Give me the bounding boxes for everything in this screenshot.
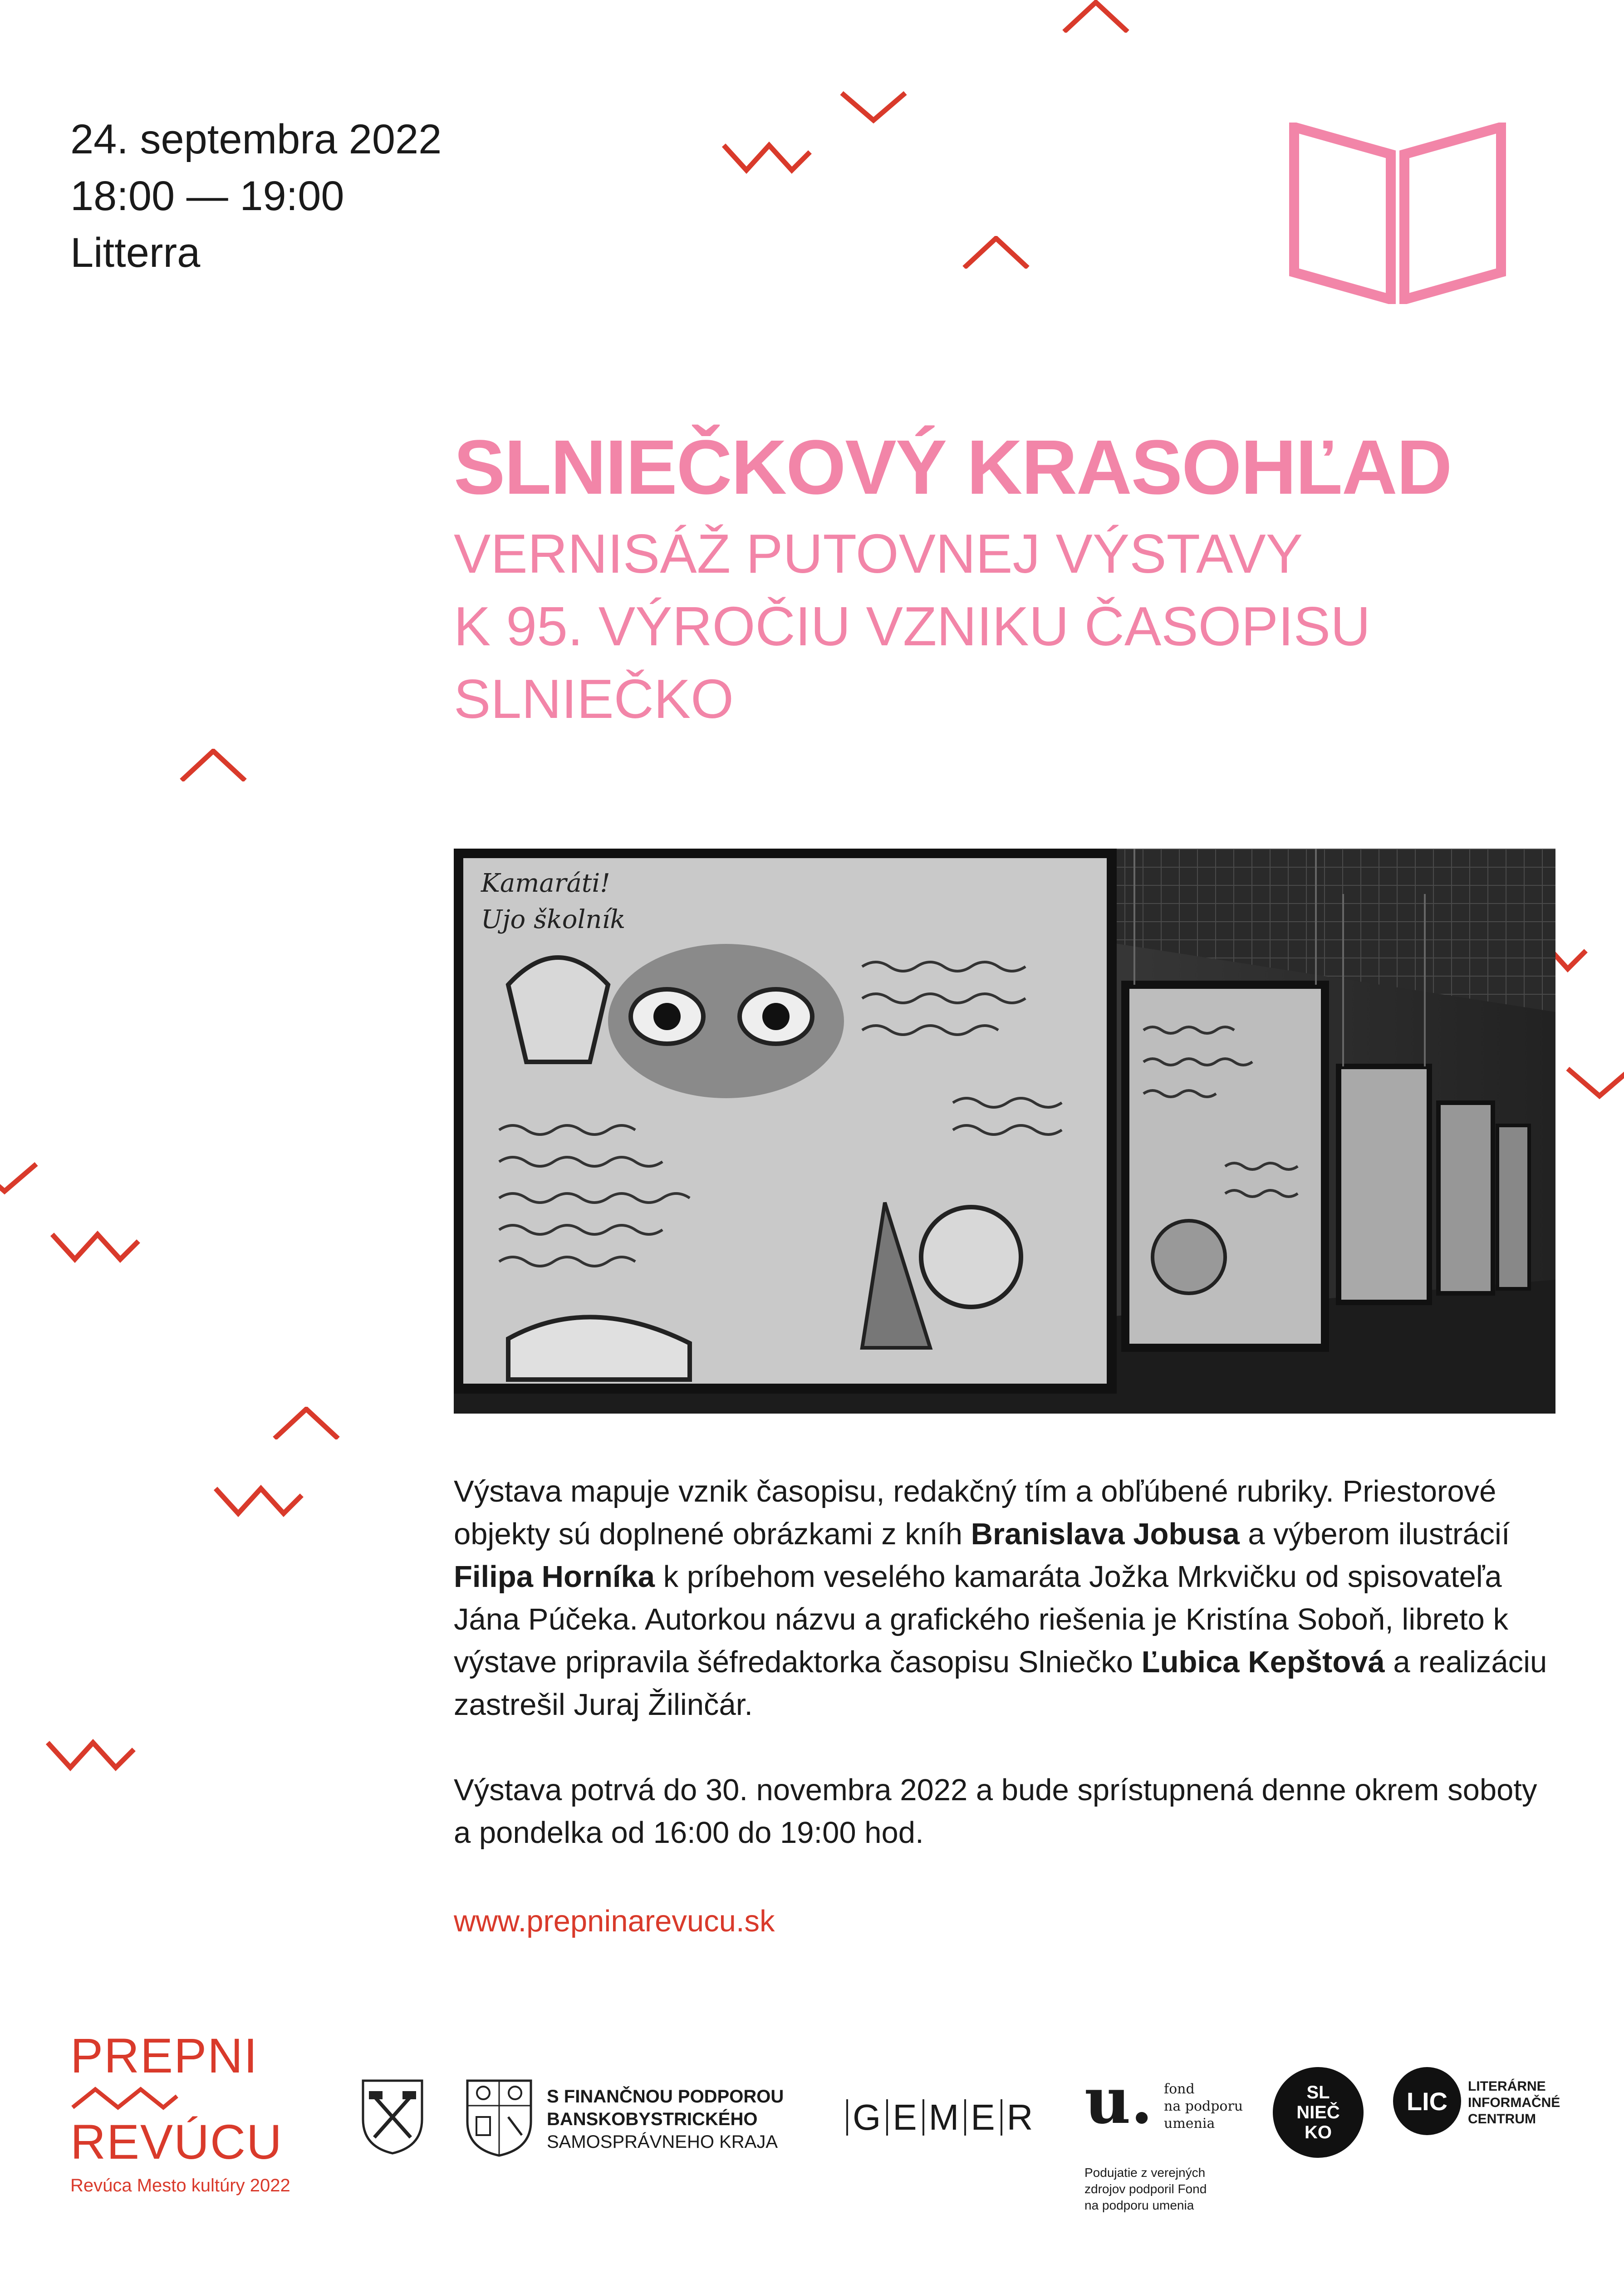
fpu-support-note: Podujatie z verejných zdrojov podporil Fond na podporu umenia (1084, 2166, 1207, 2212)
gemer-logo: G E M E R (846, 2097, 1034, 2138)
bbsk-coat-of-arms-icon (465, 2078, 533, 2158)
photo-handwriting: Kamaráti! (481, 869, 610, 898)
chevron-down-icon (0, 1162, 41, 1198)
title-block (454, 422, 1451, 735)
highlighted-name: Ľubica Kepštová (1141, 1645, 1385, 1679)
slniecko-logo: SL NIEČ KO (1273, 2067, 1364, 2158)
exhibition-title: SLNIEČKOVÝ KRASOHĽAD (454, 424, 1452, 511)
text-segment: Výstava mapuje vznik časopisu, redakčný tím a obľúbené rubriky. Priestorové objekty sú doplnené obrázkami z kníh (454, 1474, 1496, 1551)
subtitle-line: VERNISÁŽ PUTOVNEJ VÝSTAVY (454, 523, 1303, 584)
exhibition-photo (454, 849, 1555, 1414)
fpu-logo-name: fond na podporu umenia (1164, 2081, 1243, 2131)
fpu-logo-mark: u. (1084, 2064, 1153, 2138)
brand-word-1: PREPNI (70, 2028, 259, 2083)
text-segment: k príbehom veselého kamaráta Jožka Mrkvičku od spisovateľa Jána Púčeka. Autorkou názvu a grafického riešenia je Kristína Soboň, libreto k výstave pripravila šéfredaktorka časopisu Slniečko (454, 1560, 1509, 1679)
event-time: 18:00 — 19:00 (70, 173, 344, 219)
brand-tagline: Revúca Mesto kultúry 2022 (70, 2176, 290, 2195)
event-venue: Litterra (70, 230, 201, 276)
chevron-up-icon (962, 236, 1030, 269)
subtitle-line: K 95. VÝROČIU VZNIKU ČASOPISU (454, 595, 1371, 657)
description (454, 1470, 1556, 1854)
chevron-up-icon (179, 749, 247, 781)
photo-handwriting: Ujo školník (481, 905, 626, 934)
lic-logo-name: LITERÁRNE INFORMAČNÉ CENTRUM (1468, 2079, 1560, 2127)
brand-word-2: REVÚCU (70, 2114, 283, 2169)
text-segment: a výberom ilustrácií (1239, 1517, 1510, 1551)
event-info (70, 111, 442, 281)
zigzag-icon (50, 1230, 141, 1266)
bbsk-support-text: S FINANČNOU PODPOROU BANSKOBYSTRICKÉHO SAMOSPRÁVNEHO KRAJA (547, 2087, 784, 2152)
chevron-up-icon (272, 1407, 340, 1439)
revuca-coat-of-arms-icon (361, 2078, 424, 2156)
website-link[interactable]: www.prepninarevucu.sk (454, 1904, 775, 1938)
chevron-down-icon (839, 91, 908, 123)
description-paragraph: Výstava potrvá do 30. novembra 2022 a bude sprístupnená denne okrem soboty a pondelka od 16:00 do 19:00 hod. (454, 1773, 1537, 1850)
text-segment: a realizáciu zastrešil Juraj Žilinčár. (454, 1645, 1547, 1722)
zigzag-icon (45, 1738, 136, 1774)
chevron-up-icon (1062, 0, 1130, 33)
highlighted-name: Branislava Jobusa (971, 1517, 1240, 1551)
open-book-icon (1289, 123, 1506, 304)
zigzag-icon (721, 141, 812, 177)
subtitle-line: SLNIEČKO (454, 668, 734, 730)
exhibition-subtitle (454, 517, 1451, 735)
highlighted-name: Filipa Horníka (454, 1560, 655, 1594)
zigzag-icon (213, 1484, 304, 1520)
chevron-down-icon (1565, 1066, 1624, 1103)
brand-logo (70, 2028, 290, 2196)
brand-zigzag-icon (70, 2085, 179, 2112)
lic-logo-mark: LIC (1393, 2067, 1461, 2135)
event-date: 24. septembra 2022 (70, 116, 442, 162)
description-paragraph (454, 1470, 1556, 1726)
